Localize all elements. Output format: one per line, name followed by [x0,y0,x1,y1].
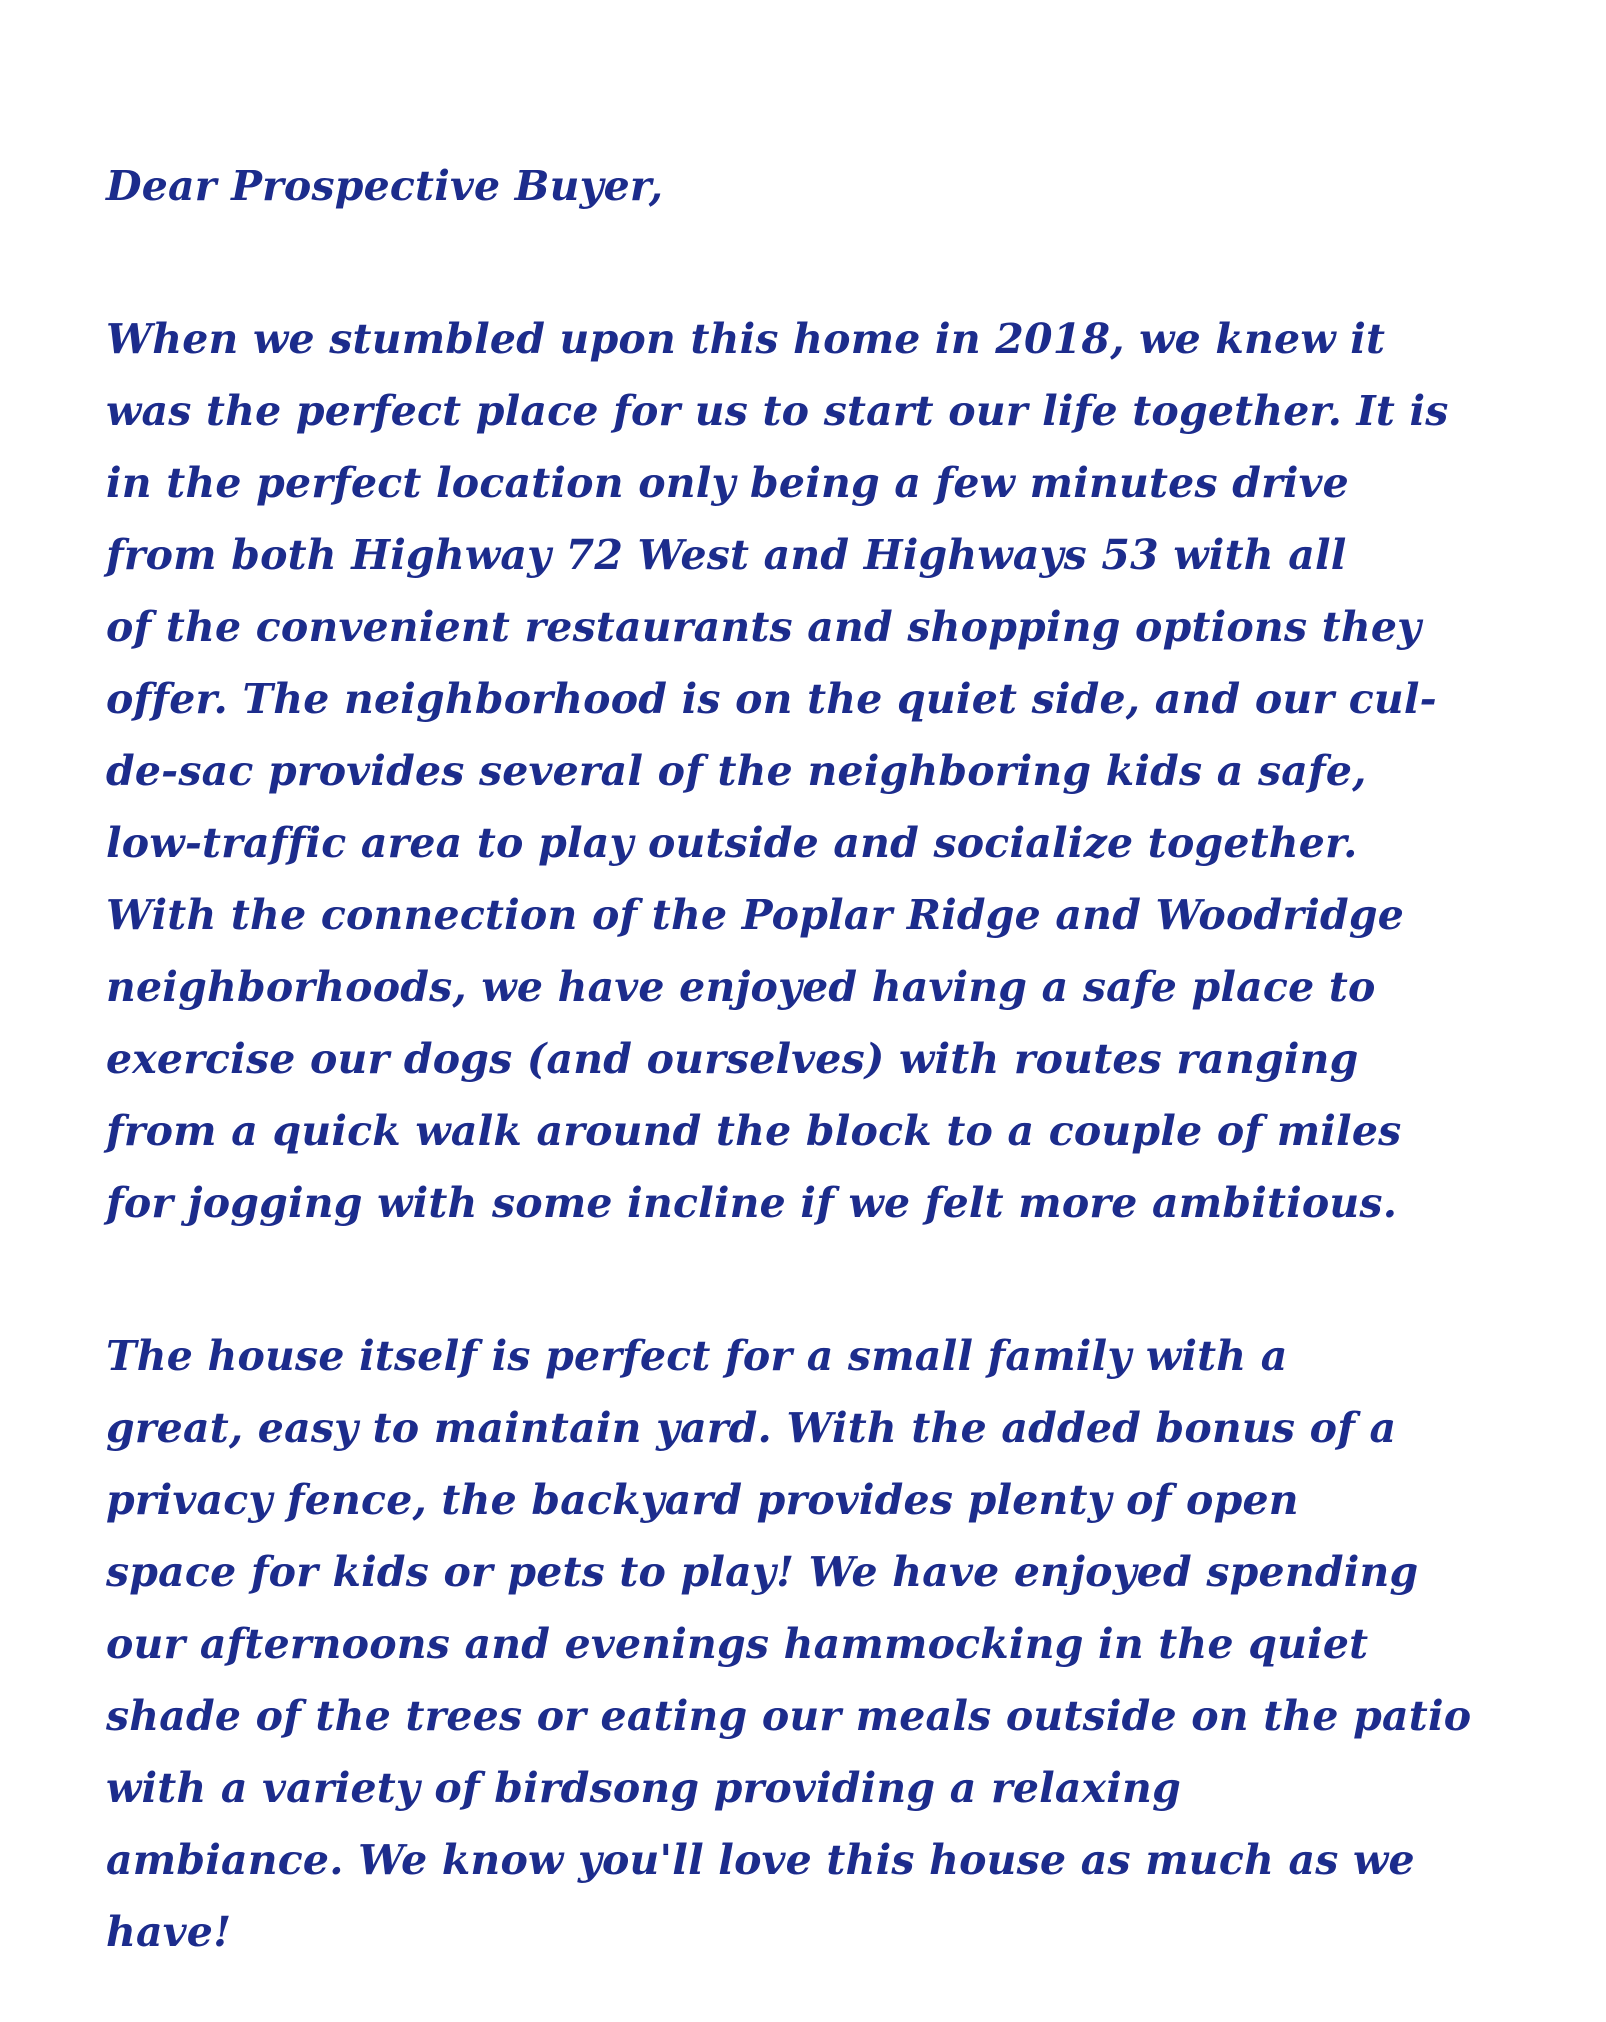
paragraph-line: When we stumbled upon this home in 2018, we knew it [106,315,1386,363]
paragraph-line: low-traffic area to play outside and socialize together. [106,819,1358,867]
paragraph-line: was the perfect place for us to start our life together. It is [106,387,1449,435]
paragraph-line: from both Highway 72 West and Highways 53 with all [106,531,1347,579]
paragraph-line: shade of the trees or eating our meals outside on the patio [106,1692,1472,1740]
paragraph-line: The house itself is perfect for a small family with a [106,1332,1288,1380]
paragraph-line: have! [106,1908,232,1956]
paragraph-line: from a quick walk around the block to a couple of miles [106,1107,1402,1155]
paragraph-line: in the perfect location only being a few minutes drive [106,459,1349,507]
letter-paragraph-2 [106,1320,1471,1968]
paragraph-line: exercise our dogs (and ourselves) with routes ranging [106,1035,1359,1083]
paragraph-line: space for kids or pets to play! We have enjoyed spending [106,1548,1419,1596]
letter-greeting: Dear Prospective Buyer, [106,162,664,210]
paragraph-line: privacy fence, the backyard provides plenty of open [106,1476,1299,1524]
paragraph-line: for jogging with some incline if we felt more ambitious. [106,1179,1398,1227]
paragraph-line: of the convenient restaurants and shopping options they [106,603,1422,651]
paragraph-line: neighborhoods, we have enjoyed having a safe place to [106,963,1376,1011]
paragraph-line: de-sac provides several of the neighboring kids a safe, [106,747,1367,795]
paragraph-line: offer. The neighborhood is on the quiet side, and our cul- [106,675,1437,723]
letter-paragraph-1 [106,303,1449,1239]
paragraph-line: our afternoons and evenings hammocking in the quiet [106,1620,1369,1668]
paragraph-line: With the connection of the Poplar Ridge and Woodridge [106,891,1404,939]
paragraph-line: ambiance. We know you'll love this house as much as we [106,1836,1415,1884]
paragraph-line: great, easy to maintain yard. With the added bonus of a [106,1404,1397,1452]
paragraph-line: with a variety of birdsong providing a relaxing [106,1764,1181,1812]
